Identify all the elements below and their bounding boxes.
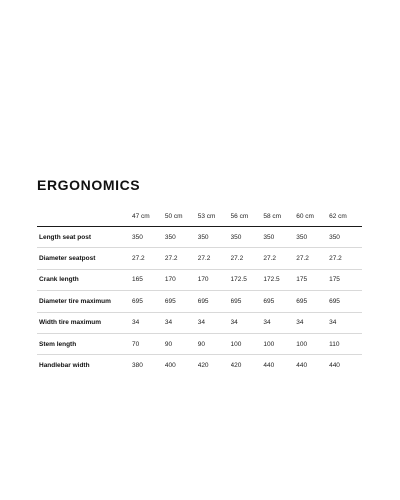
table-cell: 695 — [263, 291, 296, 312]
table-cell: 110 — [329, 333, 362, 354]
table-row — [37, 333, 362, 354]
table-cell: 695 — [231, 291, 264, 312]
table-row — [37, 248, 362, 269]
table-cell: 380 — [132, 362, 143, 370]
row-label: Crank length — [37, 269, 132, 290]
table-cell: 27.2 — [329, 248, 362, 269]
table-cell: 420 — [230, 362, 242, 370]
header-size-cell: 56 cm — [231, 207, 264, 227]
table-cell: 350 — [165, 227, 198, 248]
row-label: Diameter seatpost — [37, 248, 132, 269]
table-cell: 27.2 — [296, 248, 329, 269]
table-cell: 34 — [263, 312, 296, 333]
table-cell: 350 — [329, 227, 362, 248]
table-cell: 90 — [165, 333, 198, 354]
header-size-cell: 53 cm — [198, 207, 231, 227]
table-cell: 172.5 — [263, 269, 296, 290]
header-size-cell: 62 cm — [329, 207, 362, 227]
section-title: ERGONOMICS — [37, 177, 141, 193]
table-cell: 170 — [165, 269, 198, 290]
table-cell: 100 — [263, 333, 296, 354]
table-cell: 34 — [198, 312, 231, 333]
table-cell: 170 — [198, 269, 231, 290]
table-cell: 420 — [197, 362, 209, 370]
table-cell: 34 — [165, 312, 198, 333]
table-row — [37, 355, 362, 376]
table-cell: 175 — [329, 269, 362, 290]
table-cell: 27.2 — [132, 248, 165, 269]
table-cell: 27.2 — [263, 248, 296, 269]
table-cell: 34 — [329, 312, 362, 333]
table-cell: 695 — [198, 291, 231, 312]
table-cell: 400 — [164, 362, 176, 370]
row-label: Stem length — [37, 333, 132, 354]
row-label: Width tire maximum — [37, 312, 132, 333]
table-cell: 440 — [329, 362, 340, 370]
table-cell: 695 — [132, 291, 165, 312]
table-cell: 27.2 — [198, 248, 231, 269]
ergonomics-table — [37, 207, 362, 376]
table-cell: 100 — [231, 333, 264, 354]
table-header-row — [37, 207, 362, 227]
table-cell: 172.5 — [231, 269, 264, 290]
header-size-cell: 60 cm — [296, 207, 329, 227]
table-cell: 70 — [132, 333, 165, 354]
table-cell: 695 — [296, 291, 329, 312]
table-cell: 350 — [198, 227, 231, 248]
table-cell: 440 — [263, 362, 275, 370]
table-cell: 27.2 — [165, 248, 198, 269]
header-size-cell: 58 cm — [263, 207, 296, 227]
table-cell: 695 — [329, 291, 362, 312]
table-cell: 34 — [296, 312, 329, 333]
row-label: Length seat post — [37, 227, 132, 248]
table-cell: 350 — [231, 227, 264, 248]
table-row — [37, 291, 362, 312]
table-cell: 175 — [296, 269, 329, 290]
table-row — [37, 227, 362, 248]
table-cell: 27.2 — [231, 248, 264, 269]
table-cell: 34 — [231, 312, 264, 333]
row-label: Diameter tire maximum — [37, 291, 132, 312]
table-cell: 695 — [165, 291, 198, 312]
table-row — [37, 312, 362, 333]
table-cell: 165 — [132, 269, 165, 290]
header-size-cell: 50 cm — [165, 207, 198, 227]
table-cell: 100 — [296, 333, 329, 354]
table-cell: 350 — [263, 227, 296, 248]
table-row — [37, 269, 362, 290]
row-label: Handlebar width — [39, 362, 90, 370]
table-cell: 34 — [132, 312, 165, 333]
table-cell: 350 — [132, 227, 165, 248]
header-label-cell — [37, 207, 132, 227]
header-size-cell: 47 cm — [132, 207, 165, 227]
table-cell: 90 — [198, 333, 231, 354]
table-cell: 350 — [296, 227, 329, 248]
table-cell: 440 — [296, 362, 308, 370]
